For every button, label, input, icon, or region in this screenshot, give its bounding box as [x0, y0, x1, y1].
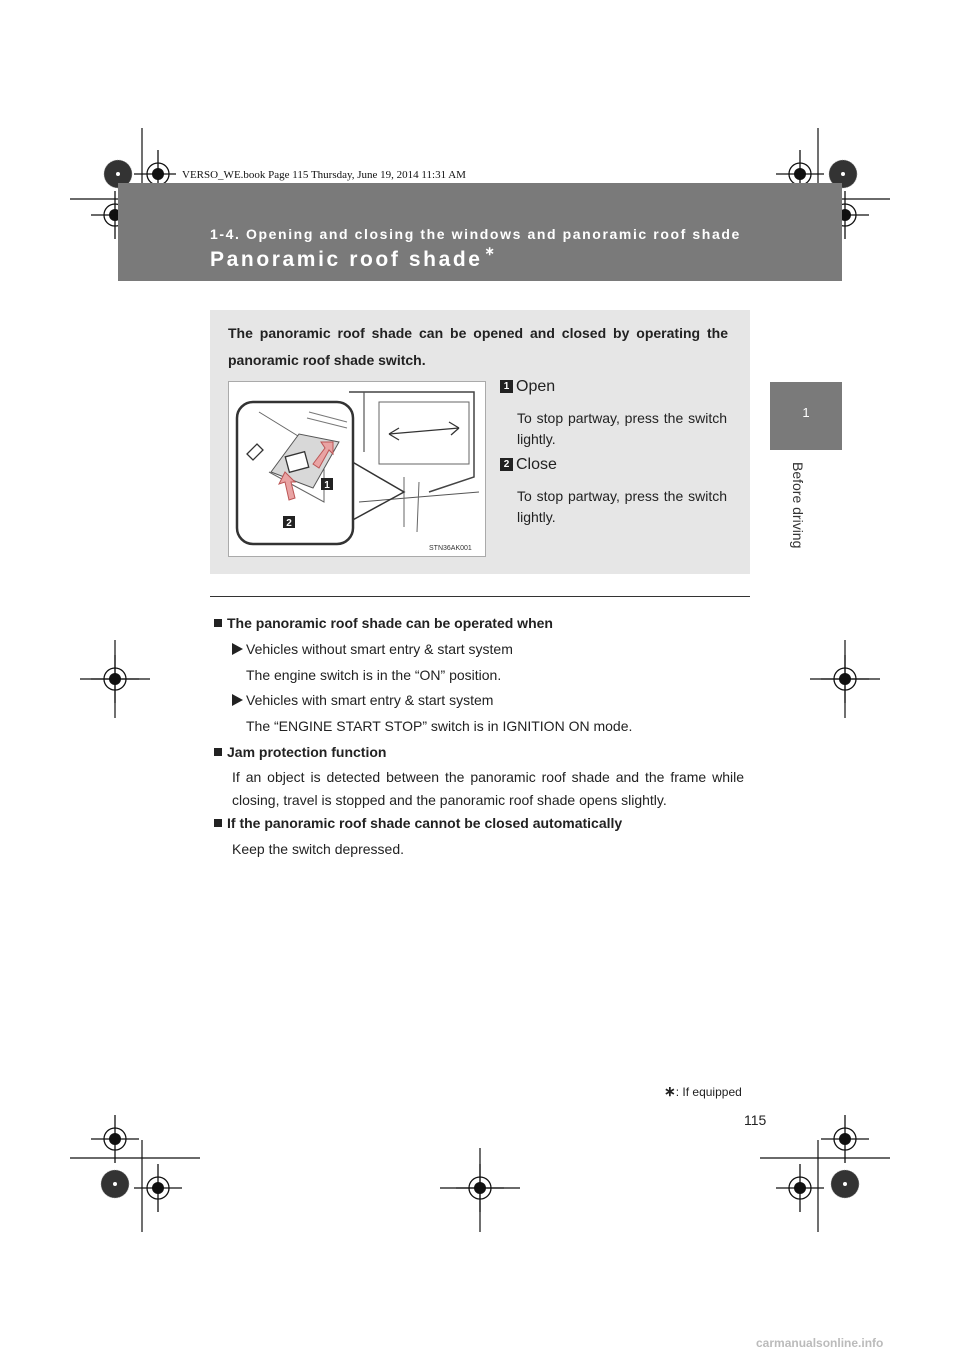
footnote [664, 1083, 742, 1100]
manual-close-text: Keep the switch depressed. [232, 841, 404, 857]
site-watermark[interactable]: carmanualsonline.info [756, 1336, 884, 1350]
operation-heading-text: The panoramic roof shade can be operated when [227, 615, 553, 631]
item-description: To stop partway, press the switch lightly. [517, 488, 727, 525]
item-number: 1 [500, 380, 513, 393]
condition-label [232, 641, 513, 657]
intro-text: The panoramic roof shade can be opened and closed by operating the panoramic roof shade switch. [228, 325, 728, 368]
switch-illustration [228, 381, 486, 557]
item-title [500, 378, 555, 396]
condition-label-text: Vehicles without smart entry & start system [246, 641, 513, 657]
item-title-text: Open [516, 378, 556, 395]
section-divider [210, 596, 750, 597]
jam-protection-heading-text: Jam protection function [227, 744, 387, 760]
triangle-bullet-icon [232, 643, 243, 655]
figure-code: STN36AK001 [429, 545, 472, 552]
jam-protection-text: If an object is detected between the panoramic roof shade and the frame while closing, travel is stopped and the panoramic roof shade opens slightly. [232, 769, 744, 808]
chapter-number: 1 [802, 405, 810, 420]
square-bullet-icon [214, 619, 222, 627]
condition-text: The “ENGINE START STOP” switch is in IGNITION ON mode. [246, 718, 633, 734]
footnote-marker: ∗ [664, 1083, 676, 1099]
intro-item-close [500, 456, 557, 474]
item-description: To stop partway, press the switch lightly. [517, 410, 727, 447]
page-number: 115 [744, 1112, 767, 1128]
switch-illustration-drawing [229, 382, 485, 556]
item-title-text: Close [516, 456, 557, 473]
section-title: 1-4. Opening and closing the windows and panoramic roof shade [210, 226, 741, 242]
condition-text: The engine switch is in the “ON” position. [246, 667, 502, 683]
manual-close-heading [214, 815, 622, 831]
item-number: 2 [500, 458, 513, 471]
page-title [210, 244, 495, 272]
print-book-info: VERSO_WE.book Page 115 Thursday, June 19, 2014 11:31 AM [176, 168, 472, 183]
jam-protection-heading [214, 744, 386, 760]
triangle-bullet-icon [232, 694, 243, 706]
intro-item-open [500, 378, 555, 396]
figure-callout-2: 2 [286, 518, 292, 529]
manual-close-heading-text: If the panoramic roof shade cannot be closed automatically [227, 815, 623, 831]
page-title-text: Panoramic roof shade [210, 248, 483, 271]
condition-label [232, 692, 493, 708]
chapter-label-text: Before driving [790, 462, 806, 549]
operation-heading [214, 615, 553, 631]
square-bullet-icon [214, 819, 222, 827]
chapter-label [790, 462, 806, 562]
condition-label-text: Vehicles with smart entry & start system [246, 692, 494, 708]
figure-callout-1: 1 [324, 480, 330, 491]
footnote-text: : If equipped [675, 1085, 742, 1099]
item-title [500, 456, 557, 474]
if-equipped-marker: ∗ [484, 244, 495, 258]
square-bullet-icon [214, 748, 222, 756]
